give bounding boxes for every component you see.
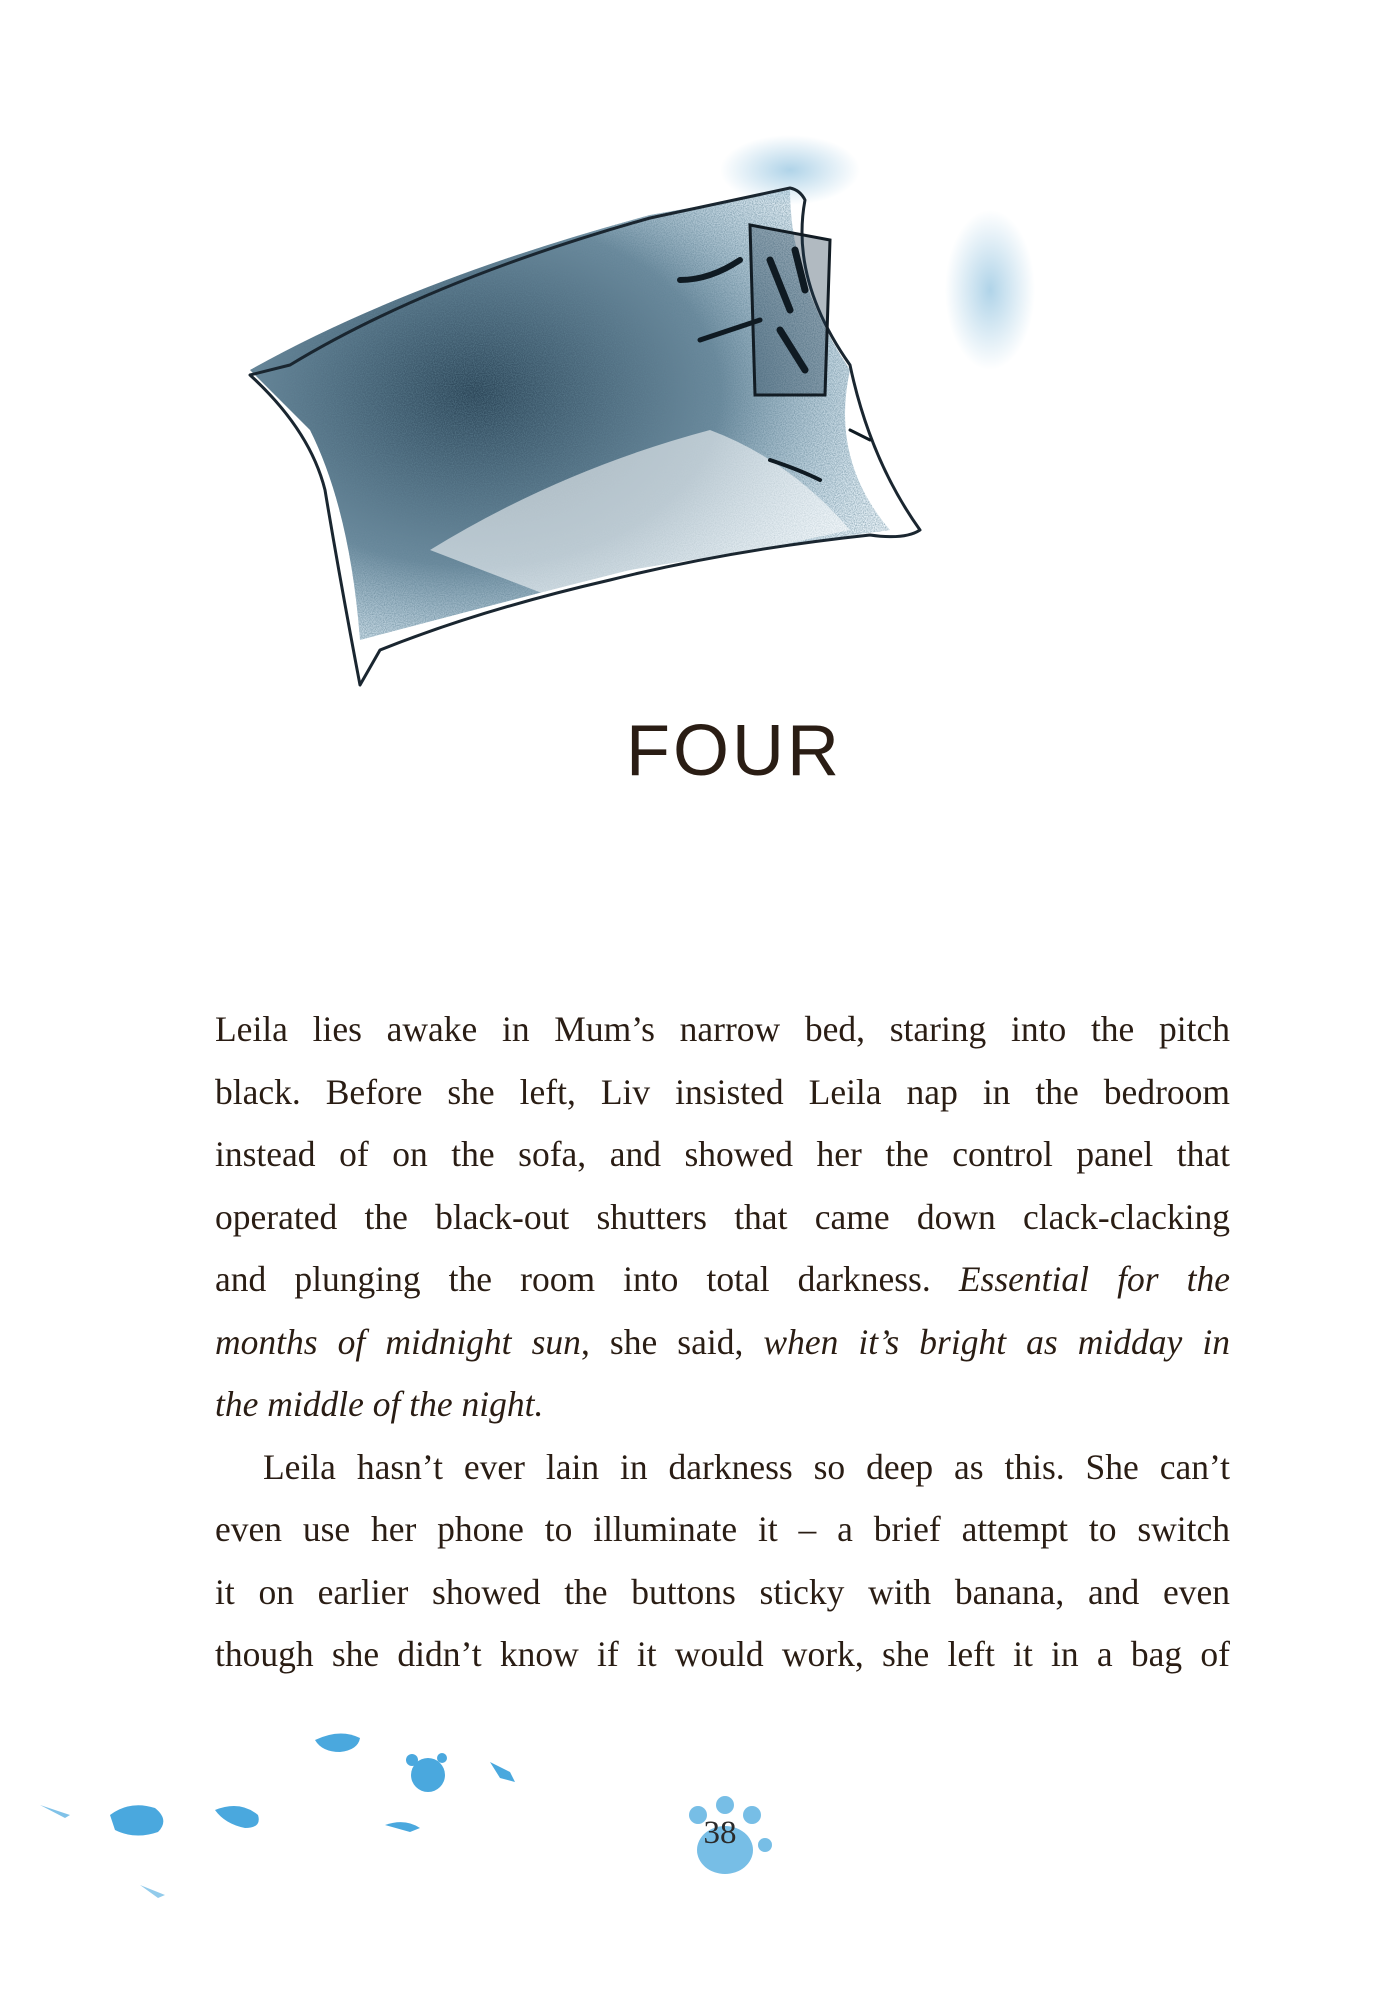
- text-line: the middle of the night.: [215, 1384, 544, 1424]
- paw-prints-decoration: [0, 1720, 1373, 1920]
- pillow-illustration: [230, 130, 1050, 730]
- page-number: 38: [703, 1815, 737, 1851]
- text-line: it on earlier showed the buttons sticky with banana, and even: [215, 1571, 1230, 1612]
- text-line: and plunging the room into total darkness. Essential for the: [215, 1259, 1230, 1299]
- text-line: even use her phone to illuminate it – a brief attempt to switch: [215, 1509, 1230, 1549]
- text-line: though she didn’t know if it would work, she left it in a bag of: [215, 1634, 1230, 1674]
- chapter-title: FOUR: [626, 711, 842, 791]
- text-line: months of midnight sun, she said, when it’s bright as midday in: [215, 1321, 1230, 1362]
- text-line: black. Before she left, Liv insisted Leila nap in the bedroom: [215, 1071, 1230, 1112]
- body-text: [215, 998, 1230, 1686]
- text-line: Leila hasn’t ever lain in darkness so deep as this. She can’t: [263, 1446, 1230, 1487]
- text-line: Leila lies awake in Mum’s narrow bed, staring into the pitch: [215, 1009, 1230, 1049]
- text-line: instead of on the sofa, and showed her the control panel that: [215, 1134, 1230, 1174]
- text-line: operated the black-out shutters that came down clack-clacking: [215, 1196, 1230, 1237]
